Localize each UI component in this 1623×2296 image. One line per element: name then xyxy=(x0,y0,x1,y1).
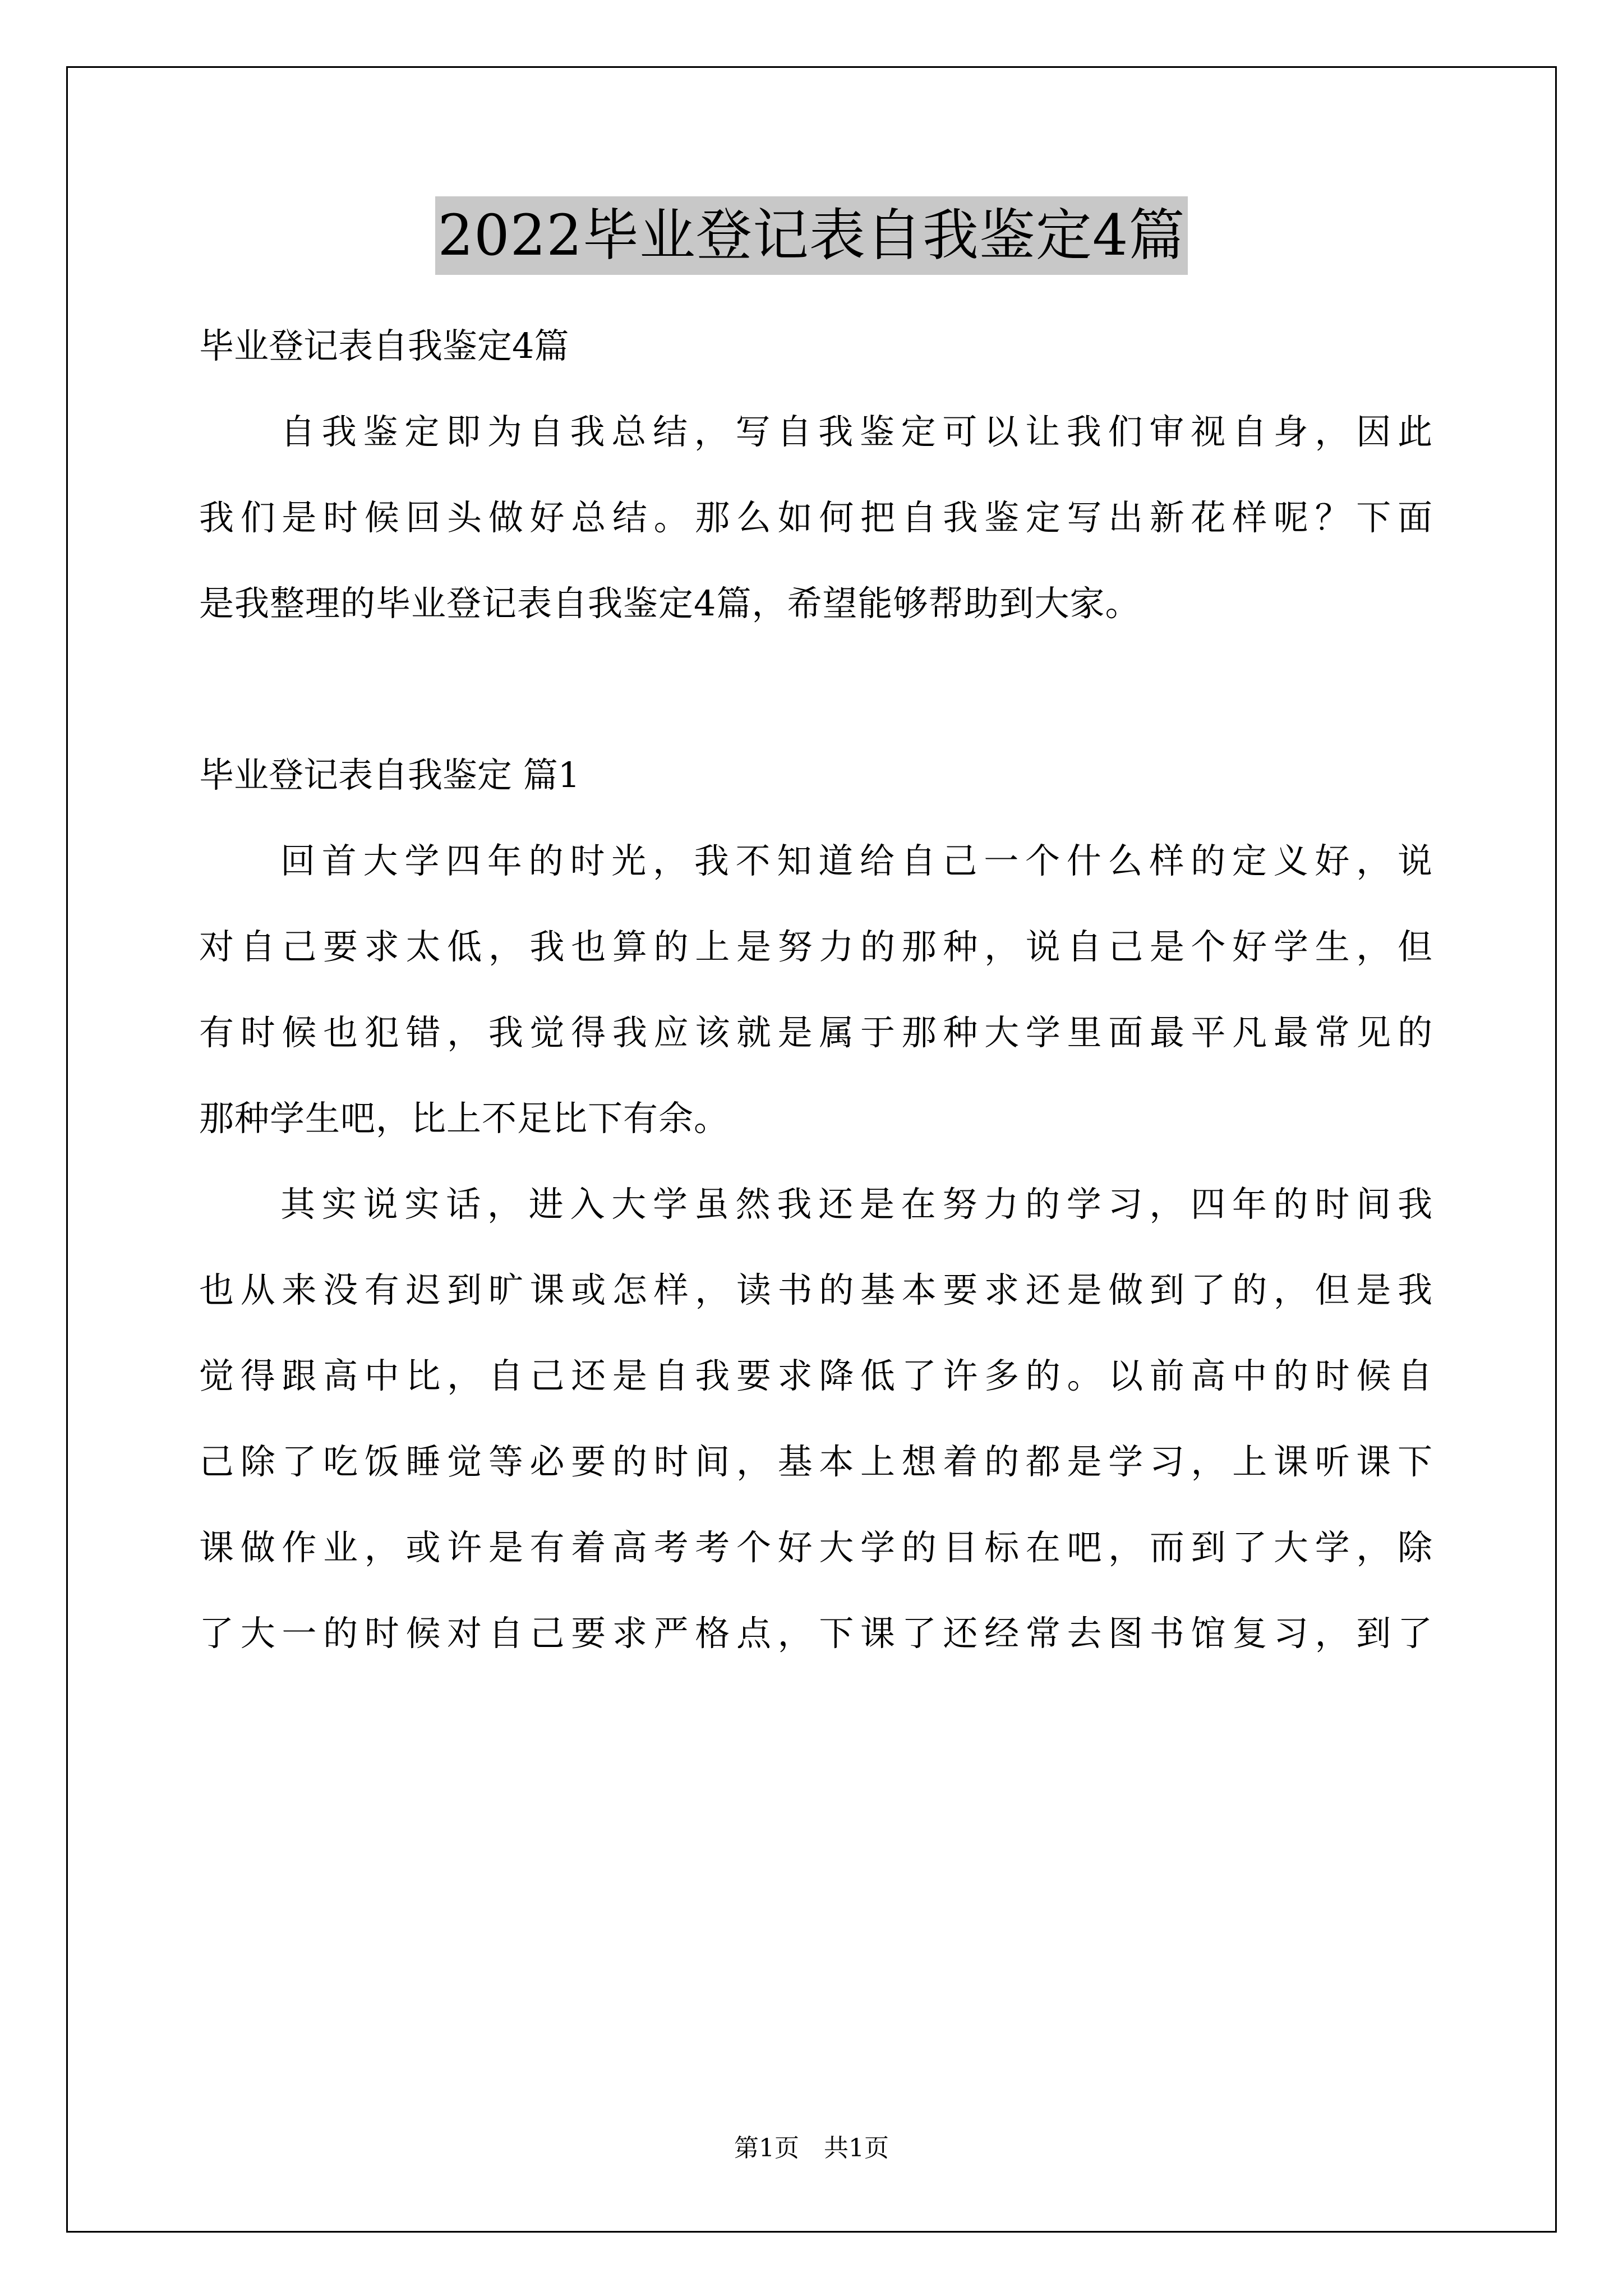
spacer xyxy=(199,646,1433,732)
paragraph-line: 也从来没有迟到旷课或怎样，读书的基本要求还是做到了的，但是我 xyxy=(199,1269,1433,1310)
paragraph-line: 自我鉴定即为自我总结，写自我鉴定可以让我们审视自身，因此 xyxy=(280,411,1433,452)
paragraph-line: 对自己要求太低，我也算的上是努力的那种，说自己是个好学生，但 xyxy=(199,926,1433,967)
paragraph-line: 那种学生吧，比上不足比下有余。 xyxy=(199,1098,730,1139)
page-number: 第1页 共1页 xyxy=(734,2134,889,2162)
document-title: 2022毕业登记表自我鉴定4篇 xyxy=(435,196,1187,275)
section1-paragraph-2 xyxy=(199,1161,1433,1676)
page-footer xyxy=(0,2132,1623,2165)
paragraph-line: 是我整理的毕业登记表自我鉴定4篇，希望能够帮助到大家。 xyxy=(199,583,1141,624)
document-body xyxy=(199,303,1433,1676)
intro-paragraph xyxy=(199,389,1433,646)
paragraph-line: 课做作业，或许是有着高考考个好大学的目标在吧，而到了大学，除 xyxy=(199,1527,1433,1568)
section1-paragraph-1 xyxy=(199,818,1433,1161)
paragraph-line: 回首大学四年的时光，我不知道给自己一个什么样的定义好，说 xyxy=(280,840,1433,881)
document-subtitle: 毕业登记表自我鉴定4篇 xyxy=(199,325,569,366)
paragraph-line: 己除了吃饭睡觉等必要的时间，基本上想着的都是学习，上课听课下 xyxy=(199,1441,1433,1482)
paragraph-line: 觉得跟高中比，自己还是自我要求降低了许多的。以前高中的时候自 xyxy=(199,1355,1433,1396)
paragraph-line: 有时候也犯错，我觉得我应该就是属于那种大学里面最平凡最常见的 xyxy=(199,1012,1433,1053)
paragraph-line: 我们是时候回头做好总结。那么如何把自我鉴定写出新花样呢？下面 xyxy=(199,497,1433,538)
section-heading: 毕业登记表自我鉴定 篇1 xyxy=(199,754,580,795)
title-container xyxy=(0,196,1623,275)
paragraph-line: 了大一的时候对自己要求严格点，下课了还经常去图书馆复习，到了 xyxy=(199,1613,1433,1654)
paragraph-line: 其实说实话，进入大学虽然我还是在努力的学习，四年的时间我 xyxy=(280,1184,1433,1225)
